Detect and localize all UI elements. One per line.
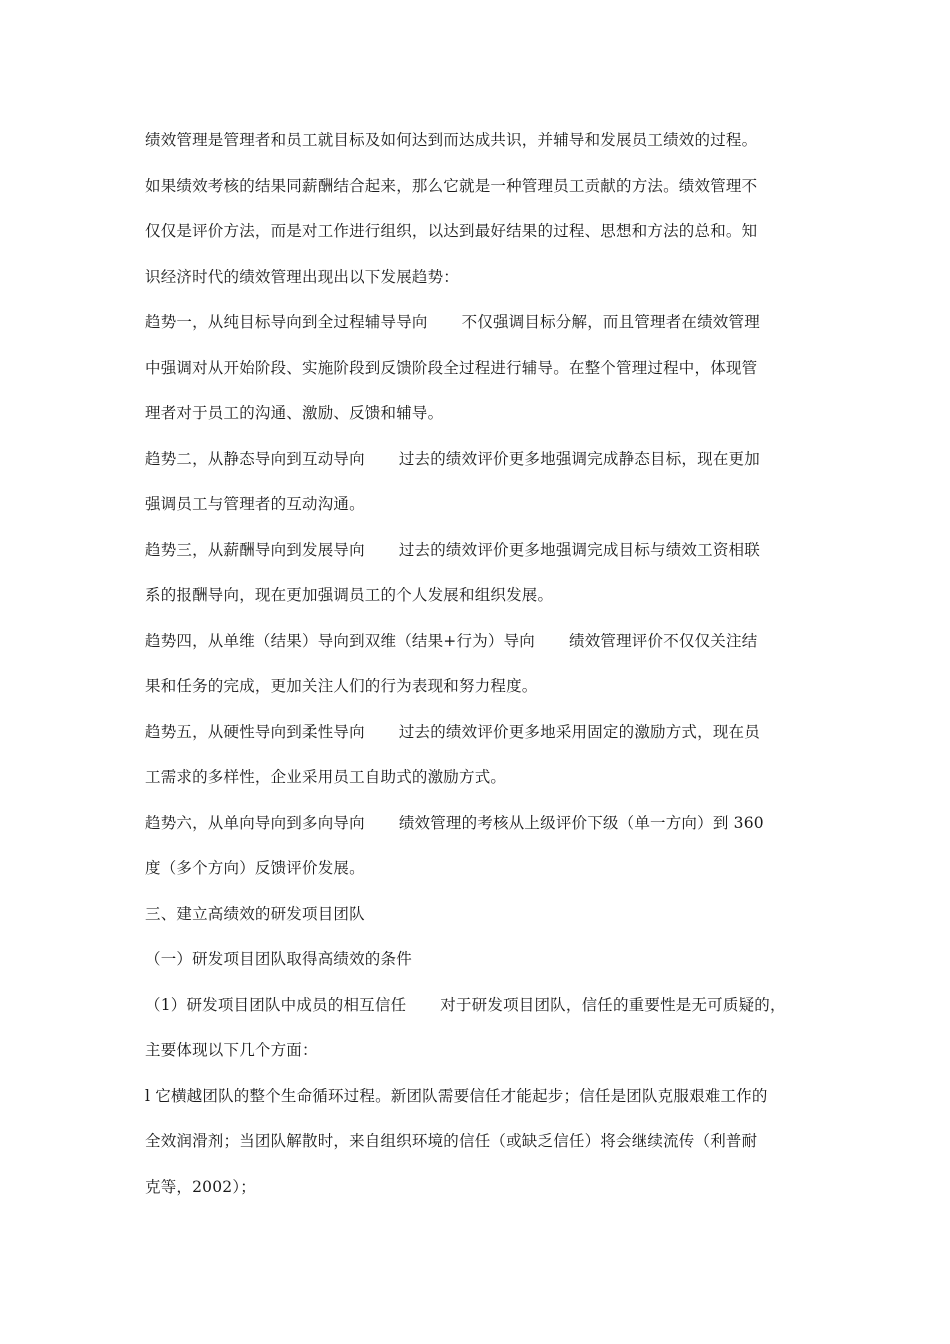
text: 中强调对从开始阶段、实施阶段到反馈阶段全过程进行辅导。在整个管理过程中，体现管 xyxy=(145,358,758,377)
paragraph-line xyxy=(145,164,815,210)
trend-text: 不仅强调目标分解，而且管理者在绩效管理 xyxy=(461,313,760,331)
text: 果和任务的完成，更加关注人们的行为表现和努力程度。 xyxy=(145,677,538,695)
trend-five-line xyxy=(145,710,815,756)
paragraph-line xyxy=(145,573,815,619)
paragraph-line xyxy=(145,209,815,255)
paragraph-line xyxy=(145,255,815,301)
trend-four-line xyxy=(145,619,815,665)
text: （一）研发项目团队取得高绩效的条件 xyxy=(145,950,412,968)
trend-text: 过去的绩效评价更多地强调完成目标与绩效工资相联 xyxy=(398,540,760,559)
text: 如果绩效考核的结果同薪酬结合起来，那么它就是一种管理员工贡献的方法。绩效管理不 xyxy=(145,176,758,195)
paragraph-line xyxy=(145,118,815,164)
item-heading: （1）研发项目团队中成员的相互信任 xyxy=(145,995,407,1014)
text: 全效润滑剂；当团队解散时，来自组织环境的信任（或缺乏信任）将会继续流传（利普耐 xyxy=(145,1132,758,1150)
trend-heading: 趋势二，从静态导向到互动导向 xyxy=(145,449,365,468)
text: 工需求的多样性，企业采用员工自助式的激励方式。 xyxy=(145,768,507,786)
text: 度（多个方向）反馈评价发展。 xyxy=(145,859,365,877)
paragraph-line xyxy=(145,755,815,801)
paragraph-line xyxy=(145,664,815,710)
document-body xyxy=(145,118,815,1210)
trend-text: 绩效管理评价不仅仅关注结 xyxy=(569,631,758,650)
trend-text: 过去的绩效评价更多地强调完成静态目标，现在更加 xyxy=(398,449,760,468)
subsection-heading xyxy=(145,937,815,983)
trend-one-line xyxy=(145,300,815,346)
text: 理者对于员工的沟通、激励、反馈和辅导。 xyxy=(145,404,444,422)
section-heading xyxy=(145,892,815,938)
bullet-line xyxy=(145,1074,815,1120)
trend-heading: 趋势五，从硬性导向到柔性导向 xyxy=(145,722,365,741)
text: 主要体现以下几个方面： xyxy=(145,1041,318,1059)
text: 仅仅是评价方法，而是对工作进行组织，以达到最好结果的过程、思想和方法的总和。知 xyxy=(145,222,758,240)
paragraph-line xyxy=(145,1028,815,1074)
text: l 它横越团队的整个生命循环过程。新团队需要信任才能起步；信任是团队克服艰难工作的 xyxy=(145,1086,768,1105)
item-text: 对于研发项目团队，信任的重要性是无可质疑的， xyxy=(440,995,786,1014)
trend-text: 过去的绩效评价更多地采用固定的激励方式，现在员 xyxy=(398,722,760,741)
trend-heading: 趋势四，从单维（结果）导向到双维（结果+行为）导向 xyxy=(145,631,535,650)
trend-text: 绩效管理的考核从上级评价下级（单一方向）到 360 xyxy=(398,813,764,832)
text: 强调员工与管理者的互动沟通。 xyxy=(145,495,365,513)
trend-heading: 趋势三，从薪酬导向到发展导向 xyxy=(145,540,365,559)
trend-six-line xyxy=(145,801,815,847)
paragraph-line xyxy=(145,846,815,892)
paragraph-line xyxy=(145,346,815,392)
trust-line xyxy=(145,983,815,1029)
paragraph-line xyxy=(145,1119,815,1165)
trend-heading: 趋势六，从单向导向到多向导向 xyxy=(145,813,365,832)
text: 系的报酬导向，现在更加强调员工的个人发展和组织发展。 xyxy=(145,586,554,604)
trend-three-line xyxy=(145,528,815,574)
trend-heading: 趋势一，从纯目标导向到全过程辅导导向 xyxy=(145,313,428,331)
text: 克等，2002）； xyxy=(145,1177,256,1196)
paragraph-line xyxy=(145,1165,815,1211)
paragraph-line xyxy=(145,482,815,528)
text: 识经济时代的绩效管理出现出以下发展趋势： xyxy=(145,267,460,286)
paragraph-line xyxy=(145,391,815,437)
trend-two-line xyxy=(145,437,815,483)
text: 绩效管理是管理者和员工就目标及如何达到而达成共识，并辅导和发展员工绩效的过程。 xyxy=(145,131,758,149)
text: 三、建立高绩效的研发项目团队 xyxy=(145,904,365,923)
